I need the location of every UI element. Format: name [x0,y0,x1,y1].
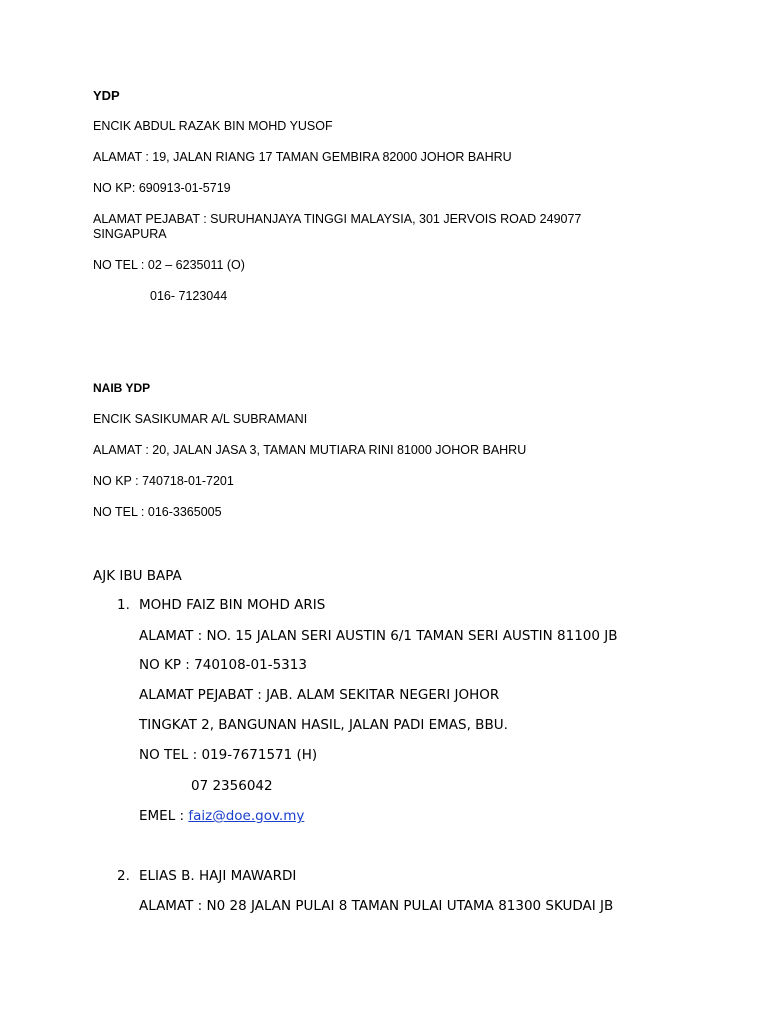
ajk-heading: AJK IBU BAPA [93,568,182,584]
member-office-address: ALAMAT PEJABAT : JAB. ALAM SEKITAR NEGERI JOHOR [139,687,500,703]
naib-ydp-address: ALAMAT : 20, JALAN JASA 3, TAMAN MUTIARA RINI 81000 JOHOR BAHRU [93,443,527,457]
ydp-office-address: ALAMAT PEJABAT : SURUHANJAYA TINGGI MALAYSIA, 301 JERVOIS ROAD 249077 SINGAPURA [93,212,582,241]
list-item-number: 2. [117,868,130,884]
ydp-address: ALAMAT : 19, JALAN RIANG 17 TAMAN GEMBIRA 82000 JOHOR BAHRU [93,150,512,164]
naib-ydp-ic: NO KP : 740718-01-7201 [93,474,234,488]
ydp-name: ENCIK ABDUL RAZAK BIN MOHD YUSOF [93,119,333,133]
member-ic: NO KP : 740108-01-5313 [139,657,307,673]
member-office-address-2: TINGKAT 2, BANGUNAN HASIL, JALAN PADI EMAS, BBU. [139,717,508,733]
ydp-tel: NO TEL : 02 – 6235011 (O) [93,258,245,272]
member-address: ALAMAT : N0 28 JALAN PULAI 8 TAMAN PULAI UTAMA 81300 SKUDAI JB [139,898,614,914]
ydp-ic: NO KP: 690913-01-5719 [93,181,231,195]
member-email-row [139,808,304,824]
member-name: ELIAS B. HAJI MAWARDI [139,868,297,884]
member-email-link[interactable]: faiz@doe.gov.my [188,808,305,824]
member-email-label: EMEL : [139,808,189,824]
naib-ydp-tel: NO TEL : 016-3365005 [93,505,222,519]
ydp-heading: YDP [93,88,120,103]
member-address: ALAMAT : NO. 15 JALAN SERI AUSTIN 6/1 TAMAN SERI AUSTIN 81100 JB [139,628,618,644]
member-tel: NO TEL : 019-7671571 (H) [139,747,318,763]
naib-ydp-heading: NAIB YDP [93,381,151,395]
member-name: MOHD FAIZ BIN MOHD ARIS [139,597,326,613]
member-tel-2: 07 2356042 [191,778,273,794]
ydp-tel-2: 016- 7123044 [150,289,228,303]
list-item-number: 1. [117,597,130,613]
naib-ydp-name: ENCIK SASIKUMAR A/L SUBRAMANI [93,412,308,426]
